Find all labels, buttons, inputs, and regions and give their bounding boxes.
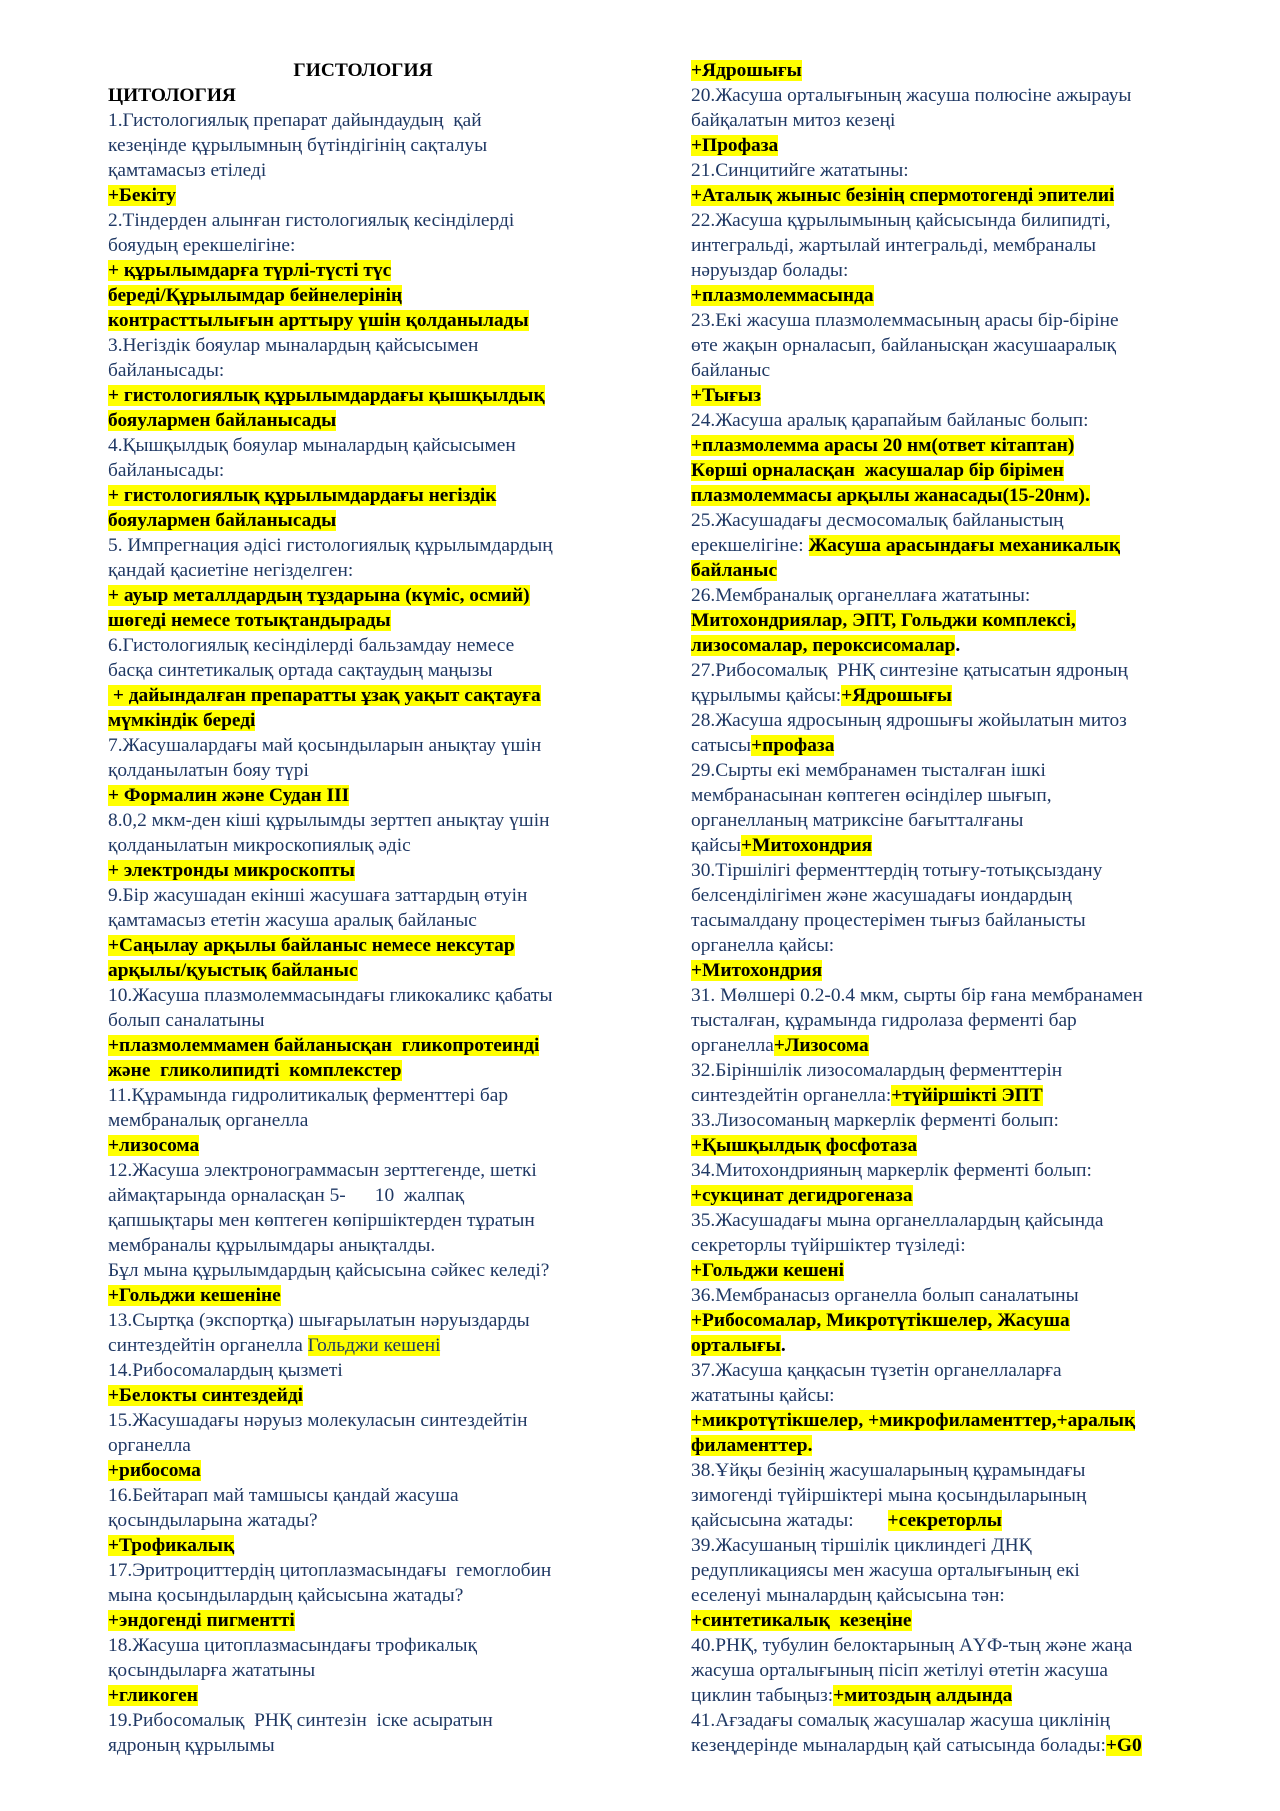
- question-text: қамтамасыз ететін жасуша аралық байланыс: [108, 910, 477, 931]
- answer-line: [108, 1383, 618, 1408]
- answer-text: +сукцинат дегидрогеназа: [691, 1185, 913, 1206]
- mixed-line: [691, 1683, 1211, 1708]
- question-text: 11.Құрамында гидролитикалық ферменттері бар: [108, 1085, 509, 1106]
- answer-line: [691, 608, 1211, 633]
- answer-text: +микротүтікшелер, +микрофиламенттер,+аралық: [691, 1410, 1136, 1431]
- answer-text: +лизосома: [108, 1135, 200, 1156]
- answer-text: +синтетикалық кезеңіне: [691, 1610, 912, 1631]
- answer-text: +Ядрошығы: [841, 685, 952, 706]
- question-text: қолданылатын микроскопиялық әдіс: [108, 835, 411, 856]
- answer-line: [691, 183, 1211, 208]
- question-text: қандай қасиетіне негізделген:: [108, 560, 354, 581]
- answer-text: байланыс: [691, 560, 778, 581]
- question-line: [108, 733, 618, 758]
- answer-line: [108, 858, 618, 883]
- question-text: 4.Қышқылдық бояулар мыналардың қайсысымен: [108, 435, 516, 456]
- section-heading: ЦИТОЛОГИЯ: [108, 85, 236, 106]
- question-text: 22.Жасуша құрылымының қайсысында билипидті,: [691, 210, 1111, 231]
- question-line: [691, 1233, 1211, 1258]
- answer-text: + электронды микроскопты: [108, 860, 355, 881]
- answer-text: +Бекіту: [108, 185, 176, 206]
- question-line: [108, 658, 618, 683]
- question-line: [108, 1733, 618, 1758]
- answer-text: Жасуша арасындағы механикалық: [808, 535, 1121, 556]
- question-line: [108, 108, 618, 133]
- answer-line: [108, 183, 618, 208]
- answer-line: [108, 283, 618, 308]
- question-line: [691, 1208, 1211, 1233]
- question-line: [108, 1708, 618, 1733]
- question-text: 9.Бір жасушадан екінші жасушаға заттардың өтуін: [108, 885, 528, 906]
- question-line: [691, 1533, 1211, 1558]
- question-text: 17.Эритроциттердің цитоплазмасындағы гемоглобин: [108, 1560, 552, 1581]
- question-text: 12.Жасуша электронограммасын зерттегенде, шеткі: [108, 1160, 537, 1181]
- question-text: 34.Митохондрияның маркерлік ферменті болып:: [691, 1160, 1092, 1181]
- answer-text: бояулармен байланысады: [108, 510, 337, 531]
- answer-line: [108, 258, 618, 283]
- answer-text: + гистологиялық құрылымдардағы қышқылдық: [108, 385, 545, 406]
- question-line: [108, 808, 618, 833]
- answer-line: [691, 558, 1211, 583]
- question-text: 21.Синцитийге жататыны:: [691, 160, 909, 181]
- question-line: [108, 358, 618, 383]
- question-line: [691, 1583, 1211, 1608]
- question-text: 38.Ұйқы безінің жасушаларының құрамындағы: [691, 1460, 1086, 1481]
- question-text: мембраналы құрылымдары анықталды.: [108, 1235, 436, 1256]
- answer-line: [108, 783, 618, 808]
- answer-text: +митоздың алдында: [833, 1685, 1013, 1706]
- question-text: болып саналатыны: [108, 1010, 265, 1031]
- answer-line: [108, 408, 618, 433]
- question-line: [108, 1583, 618, 1608]
- question-text: құрылымы қайсы:: [691, 685, 842, 706]
- question-line: [108, 1633, 618, 1658]
- question-line: [691, 208, 1211, 233]
- question-line: [691, 883, 1211, 908]
- answer-text: +Гольджи кешені: [691, 1260, 844, 1281]
- answer-line: [691, 1608, 1211, 1633]
- mixed-line: [691, 1733, 1211, 1758]
- question-line: [691, 108, 1211, 133]
- question-text: 14.Рибосомалардың қызметі: [108, 1360, 343, 1381]
- answer-line: [108, 1058, 618, 1083]
- answer-text: арқылы/қуыстық байланыс: [108, 960, 358, 981]
- answer-text: + ауыр металлдардың тұздарына (күміс, осмий): [108, 585, 530, 606]
- question-text: органелла: [108, 1435, 191, 1456]
- question-line: [108, 558, 618, 583]
- answer-text: +плазмолеммамен байланысқан гликопротеинді: [108, 1035, 540, 1056]
- question-line: [691, 258, 1211, 283]
- answer-line: [108, 508, 618, 533]
- question-text: 16.Бейтарап май тамшысы қандай жасуша: [108, 1485, 459, 1506]
- question-text: мембраналық органелла: [108, 1110, 309, 1131]
- question-text: қамтамасыз етіледі: [108, 160, 267, 181]
- question-line: [108, 1358, 618, 1383]
- question-text: 40.РНҚ, тубулин белоктарының АҮФ-тың және жаңа: [691, 1635, 1133, 1656]
- question-line: [108, 533, 618, 558]
- question-line: [108, 233, 618, 258]
- answer-text: + құрылымдарға түрлі-түсті түс: [108, 260, 392, 281]
- mixed-line: [691, 533, 1211, 558]
- answer-text: +түйіршікті ЭПТ: [891, 1085, 1043, 1106]
- answer-text: +Белокты синтездейді: [108, 1385, 304, 1406]
- question-line: [108, 983, 618, 1008]
- left-column: [108, 58, 618, 1758]
- question-text: 7.Жасушалардағы май қосындыларын анықтау үшін: [108, 735, 542, 756]
- answer-text: +Тығыз: [691, 385, 761, 406]
- question-line: [691, 708, 1211, 733]
- answer-text: +секреторлы: [887, 1510, 1002, 1531]
- question-text: 19.Рибосомалық РНҚ синтезін іске асыратын: [108, 1710, 493, 1731]
- question-text: 6.Гистологиялық кесінділерді бальзамдау немесе: [108, 635, 515, 656]
- document-title: ГИСТОЛОГИЯ: [293, 60, 433, 81]
- question-line: [691, 233, 1211, 258]
- question-line: [691, 908, 1211, 933]
- question-line: [691, 983, 1211, 1008]
- question-line: [691, 508, 1211, 533]
- question-text: 20.Жасуша орталығының жасуша полюсіне ажырауы: [691, 85, 1132, 106]
- answer-line: [691, 1433, 1211, 1458]
- mixed-line: [691, 1033, 1211, 1058]
- question-text: 3.Негіздік бояулар мыналардың қайсысымен: [108, 335, 479, 356]
- question-text: 15.Жасушадағы нәруыз молекуласын синтездейтін: [108, 1410, 528, 1431]
- question-text: 29.Сырты екі мембранамен тысталған ішкі: [691, 760, 1046, 781]
- question-text: қосындыларына жатады?: [108, 1510, 318, 1531]
- question-line: [108, 1208, 618, 1233]
- question-line: [108, 133, 618, 158]
- question-line: [691, 1633, 1211, 1658]
- answer-line: [108, 1133, 618, 1158]
- question-text: 5. Импрегнация әдісі гистологиялық құрылымдардың: [108, 535, 553, 556]
- question-line: [691, 1158, 1211, 1183]
- question-text: еселенуі мыналардың қайсысына тән:: [691, 1585, 1005, 1606]
- question-line: [691, 1483, 1211, 1508]
- question-line: [691, 758, 1211, 783]
- answer-line: [108, 308, 618, 333]
- question-text: бояудың ерекшелігіне:: [108, 235, 296, 256]
- question-text: 32.Біріншілік лизосомалардың ферменттерін: [691, 1060, 1063, 1081]
- question-text: белсенділігімен және жасушадағы иондардың: [691, 885, 1072, 906]
- question-text: байланысады:: [108, 460, 225, 481]
- answer-line: [108, 383, 618, 408]
- mixed-line: [691, 733, 1211, 758]
- mixed-line: [691, 833, 1211, 858]
- answer-line: [108, 608, 618, 633]
- question-line: [108, 1408, 618, 1433]
- question-line: [108, 1508, 618, 1533]
- question-text: органелла қайсы:: [691, 935, 835, 956]
- answer-line: [691, 283, 1211, 308]
- question-text: өте жақын орналасып, байланысқан жасушааралық: [691, 335, 1117, 356]
- question-line: [108, 883, 618, 908]
- question-line: [108, 633, 618, 658]
- answer-line: [691, 483, 1211, 508]
- answer-line: [691, 1308, 1211, 1333]
- question-text: қолданылатын бояу түрі: [108, 760, 309, 781]
- question-text: 26.Мембраналық органеллаға жататыны:: [691, 585, 1031, 606]
- question-text: кезеңінде құрылымның бүтіндігінің сақталуы: [108, 135, 488, 156]
- answer-text: шөгеді немесе тотықтандырады: [108, 610, 391, 631]
- question-line: [108, 1258, 618, 1283]
- answer-text: +Гольджи кешеніне: [108, 1285, 281, 1306]
- question-text: жасуша орталығының пісіп жетілуі өтетін жасуша: [691, 1660, 1109, 1681]
- question-line: [691, 783, 1211, 808]
- question-line: [691, 1283, 1211, 1308]
- answer-text: +Митохондрия: [741, 835, 873, 856]
- mixed-line: [108, 1333, 618, 1358]
- question-text: 35.Жасушадағы мына органеллалардың қайсында: [691, 1210, 1104, 1231]
- question-line: [691, 83, 1211, 108]
- question-text: зимогенді түйіршіктері мына қосындыларының: [691, 1485, 1087, 1506]
- question-text: қайсысына жатады:: [691, 1510, 888, 1531]
- answer-text: +Трофикалық: [108, 1535, 235, 1556]
- question-line: [108, 1108, 618, 1133]
- answer-line: [691, 633, 1211, 658]
- question-text: 41.Ағзадағы сомалық жасушалар жасуша циклінің: [691, 1710, 1110, 1731]
- question-line: [691, 1658, 1211, 1683]
- answer-line: [108, 1283, 618, 1308]
- question-line: [691, 933, 1211, 958]
- answer-text: + дайындалған препаратты ұзақ уақыт сақтауға: [108, 685, 541, 706]
- mixed-line: [691, 683, 1211, 708]
- question-line: [108, 1658, 618, 1683]
- question-text: нәруыздар болады:: [691, 260, 849, 281]
- answer-line: [108, 483, 618, 508]
- question-line: [108, 1183, 618, 1208]
- mixed-line: [691, 1083, 1211, 1108]
- question-text: циклин табыңыз:: [691, 1685, 834, 1706]
- question-text: ядроның құрылымы: [108, 1735, 275, 1756]
- question-line: [108, 1008, 618, 1033]
- answer-line: [691, 1183, 1211, 1208]
- right-column: [691, 58, 1211, 1758]
- question-line: [691, 333, 1211, 358]
- question-text: 39.Жасушаның тіршілік циклиндегі ДНҚ: [691, 1535, 1032, 1556]
- question-text: 10.Жасуша плазмолеммасындағы гликокаликс қабаты: [108, 985, 553, 1006]
- answer-text: +Рибосомалар, Микротүтікшелер, Жасуша: [691, 1310, 1070, 1331]
- question-line: [108, 1083, 618, 1108]
- answer-line: [108, 1533, 618, 1558]
- answer-text: +Саңылау арқылы байланыс немесе нексутар: [108, 935, 515, 956]
- question-line: [108, 758, 618, 783]
- question-line: [691, 308, 1211, 333]
- question-text: органелланың матриксіне бағытталғаны: [691, 810, 1024, 831]
- question-text: 27.Рибосомалық РНҚ синтезіне қатысатын ядроның: [691, 660, 1128, 681]
- question-line: [691, 1383, 1211, 1408]
- answer-text: +Профаза: [691, 135, 779, 156]
- answer-text: +Аталық жыныс безінің спермотогенді эпителиі: [691, 185, 1115, 206]
- answer-text: +рибосома: [108, 1460, 201, 1481]
- question-text: байланысады:: [108, 360, 225, 381]
- question-text: синтездейтін органелла:: [691, 1085, 892, 1106]
- question-line: [108, 433, 618, 458]
- answer-text: орталығы: [691, 1335, 781, 1356]
- answer-text: лизосомалар, пероксисомалар: [691, 635, 956, 656]
- question-text: тысталған, құрамында гидролаза ферменті бар: [691, 1010, 1077, 1031]
- answer-text: +профаза: [751, 735, 835, 756]
- answer-punctuation: .: [780, 1335, 786, 1356]
- question-text: 18.Жасуша цитоплазмасындағы трофикалық: [108, 1635, 478, 1656]
- question-text: 13.Сыртқа (экспортқа) шығарылатын нәруыздарды: [108, 1310, 530, 1331]
- question-text: аймақтарында орналасқан 5- 10 жалпақ: [108, 1185, 465, 1206]
- question-text: 2.Тіндерден алынған гистологиялық кесінділерді: [108, 210, 515, 231]
- question-text: мембранасынан көптеген өсінділер шығып,: [691, 785, 1052, 806]
- answer-text: +Лизосома: [773, 1035, 869, 1056]
- question-line: [691, 1558, 1211, 1583]
- answer-text: +гликоген: [108, 1685, 198, 1706]
- question-text: байланыс: [691, 360, 771, 381]
- answer-line: [691, 458, 1211, 483]
- answer-text: +плазмолеммасында: [691, 285, 874, 306]
- answer-text: береді/Құрылымдар бейнелерінің: [108, 285, 403, 306]
- question-text: сатысы: [691, 735, 752, 756]
- question-line: [108, 833, 618, 858]
- question-line: [108, 458, 618, 483]
- question-text: секреторлы түйіршіктер түзіледі:: [691, 1235, 966, 1256]
- answer-text: бояулармен байланысады: [108, 410, 337, 431]
- question-text: синтездейтін органелла: [108, 1335, 308, 1356]
- question-text: мына қосындылардың қайсысына жатады?: [108, 1585, 464, 1606]
- answer-text: Көрші орналасқан жасушалар бір бірімен: [691, 460, 1064, 481]
- question-text: 36.Мембранасыз органелла болып саналатыны: [691, 1285, 1079, 1306]
- question-text: 25.Жасушадағы десмосомалық байланыстың: [691, 510, 1064, 531]
- question-line: [691, 1108, 1211, 1133]
- answer-line: [691, 1258, 1211, 1283]
- question-line: [691, 1458, 1211, 1483]
- question-line: [108, 1158, 618, 1183]
- question-text: тасымалдану процестерімен тығыз байланысты: [691, 910, 1086, 931]
- answer-line: [108, 1458, 618, 1483]
- question-line: [691, 1058, 1211, 1083]
- answer-text: Митохондриялар, ЭПТ, Гольджи комплексі,: [691, 610, 1076, 631]
- question-text: Бұл мына құрылымдардың қайсысына сәйкес келеді?: [108, 1260, 550, 1281]
- question-text: 23.Екі жасуша плазмолеммасының арасы бір-біріне: [691, 310, 1119, 331]
- answer-line: [108, 683, 618, 708]
- answer-line: [108, 583, 618, 608]
- question-line: [108, 333, 618, 358]
- answer-text: + Формалин және Судан ІІІ: [108, 785, 350, 806]
- question-line: [691, 1358, 1211, 1383]
- answer-line: [108, 1683, 618, 1708]
- answer-text: +Ядрошығы: [691, 60, 802, 81]
- answer-text: +Митохондрия: [691, 960, 823, 981]
- answer-line: [108, 1608, 618, 1633]
- answer-line: [691, 58, 1211, 83]
- answer-text: + гистологиялық құрылымдардағы негіздік: [108, 485, 497, 506]
- answer-text: +эндогенді пигментті: [108, 1610, 295, 1631]
- question-line: [691, 1008, 1211, 1033]
- question-text: байқалатын митоз кезеңі: [691, 110, 896, 131]
- question-text: басқа синтетикалық ортада сақтаудың маңызы: [108, 660, 493, 681]
- answer-line: [691, 1408, 1211, 1433]
- answer-line: [691, 958, 1211, 983]
- answer-line: [691, 133, 1211, 158]
- question-line: [691, 1708, 1211, 1733]
- question-text: 1.Гистологиялық препарат дайындаудың қай: [108, 110, 482, 131]
- answer-line: [108, 958, 618, 983]
- question-line: [691, 158, 1211, 183]
- answer-text: +плазмолемма арасы 20 нм(ответ кітаптан): [691, 435, 1075, 456]
- answer-punctuation: .: [955, 635, 961, 656]
- answer-line: [691, 433, 1211, 458]
- mixed-line: [691, 1508, 1211, 1533]
- question-text: жататыны қайсы:: [691, 1385, 835, 1406]
- question-line: [108, 208, 618, 233]
- question-text: кезеңдерінде мыналардың қай сатысында болады:: [691, 1735, 1106, 1756]
- answer-line: [108, 933, 618, 958]
- question-text: 30.Тіршілігі ферменттердің тотығу-тотықсыздану: [691, 860, 1103, 881]
- answer-line: [691, 1133, 1211, 1158]
- question-line: [108, 1483, 618, 1508]
- question-text: 24.Жасуша аралық қарапайым байланыс болып:: [691, 410, 1089, 431]
- question-line: [691, 808, 1211, 833]
- answer-line: [691, 383, 1211, 408]
- answer-line: [108, 1033, 618, 1058]
- question-text: 8.0,2 мкм-ден кіші құрылымды зерттеп анықтау үшін: [108, 810, 550, 831]
- question-line: [108, 158, 618, 183]
- question-line: [691, 583, 1211, 608]
- answer-text: филаменттер.: [691, 1435, 813, 1456]
- question-line: [108, 1558, 618, 1583]
- question-text: 37.Жасуша қаңқасын түзетін органеллаларға: [691, 1360, 1062, 1381]
- right-lines: [691, 58, 1211, 1758]
- answer-text: және гликолипидті комплекстер: [108, 1060, 402, 1081]
- question-line: [691, 408, 1211, 433]
- question-text: қайсы: [691, 835, 742, 856]
- answer-text: +Қышқылдық фосфотаза: [691, 1135, 918, 1156]
- question-line: [108, 1433, 618, 1458]
- question-text: редупликациясы мен жасуша орталығының екі: [691, 1560, 1080, 1581]
- question-line: [691, 658, 1211, 683]
- question-text: 31. Мөлшері 0.2-0.4 мкм, сырты бір ғана мембранамен: [691, 985, 1143, 1006]
- answer-line: [691, 1333, 1211, 1358]
- answer-text: плазмолеммасы арқылы жанасады(15-20нм).: [691, 485, 1090, 506]
- question-text: ерекшелігіне:: [691, 535, 809, 556]
- answer-text: мүмкіндік береді: [108, 710, 256, 731]
- answer-text: Гольджи кешені: [307, 1335, 441, 1356]
- question-line: [108, 1233, 618, 1258]
- answer-text: +G0: [1105, 1735, 1142, 1756]
- question-line: [691, 358, 1211, 383]
- question-text: қапшықтары мен көптеген көпіршіктерден тұратын: [108, 1210, 535, 1231]
- question-line: [108, 1308, 618, 1333]
- question-line: [691, 858, 1211, 883]
- answer-text: контрасттылығын арттыру үшін қолданылады: [108, 310, 529, 331]
- question-text: 33.Лизосоманың маркерлік ферменті болып:: [691, 1110, 1059, 1131]
- left-lines: [108, 108, 618, 1758]
- question-text: интегральді, жартылай интегральді, мембраналы: [691, 235, 1097, 256]
- question-text: қосындыларға жататыны: [108, 1660, 316, 1681]
- question-line: [108, 908, 618, 933]
- question-text: органелла: [691, 1035, 774, 1056]
- question-text: 28.Жасуша ядросының ядрошығы жойылатын митоз: [691, 710, 1127, 731]
- answer-line: [108, 708, 618, 733]
